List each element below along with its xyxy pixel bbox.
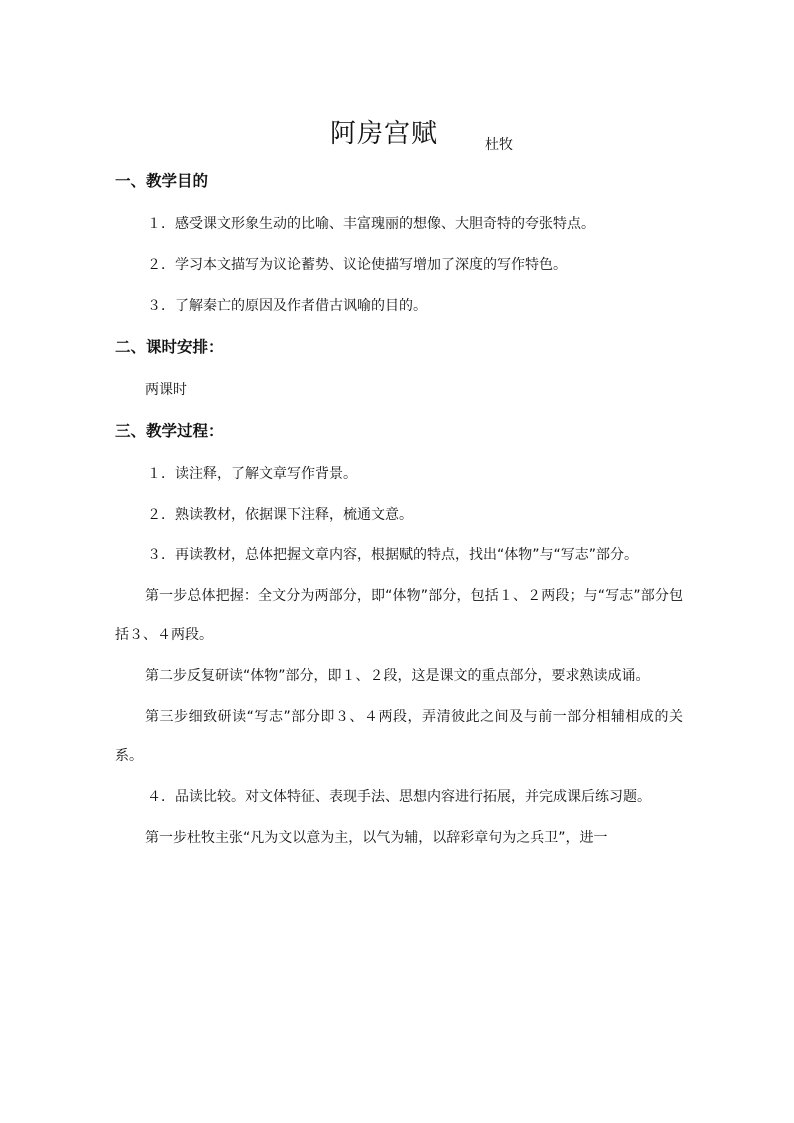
author-name: 杜牧: [485, 137, 513, 153]
goal-item-3: ３．了解秦亡的原因及作者借古讽喻的目的。: [147, 298, 427, 314]
process-step-1: 第一步总体把握：全文分为两部分，即“体物”部分，包括１、２两段；与“写志”部分包括３、４两段。: [115, 588, 683, 643]
process-step-4: 第一步杜牧主张“凡为文以意为主，以气为辅，以辞彩章句为之兵卫”，进一: [145, 830, 608, 846]
process-step-3: 第三步细致研读“写志”部分即３、４两段，弄清彼此之间及与前一部分相辅相成的关系。: [115, 709, 683, 764]
goal-item-1: １．感受课文形象生动的比喻、丰富瑰丽的想像、大胆奇特的夸张特点。: [147, 216, 595, 232]
schedule-text: 两课时: [145, 382, 187, 398]
document-title: 阿房宫赋: [330, 119, 439, 149]
section-heading-teaching-goals: 一、教学目的: [115, 172, 209, 190]
process-item-1: １．读注释，了解文章写作背景。: [147, 466, 357, 482]
process-item-2: ２．熟读教材，依据课下注释，梳通文意。: [147, 507, 413, 523]
process-item-3: ３．再读教材，总体把握文章内容，根据赋的特点，找出“体物”与“写志”部分。: [147, 547, 639, 563]
section-heading-process: 三、教学过程：: [115, 422, 224, 440]
goal-item-2: ２．学习本文描写为议论蓄势、议论使描写增加了深度的写作特色。: [147, 257, 567, 273]
process-item-4: ４．品读比较。对文体特征、表现手法、思想内容进行拓展，并完成课后练习题。: [147, 789, 651, 805]
section-heading-schedule: 二、课时安排：: [115, 338, 224, 356]
document-body: [115, 170, 683, 858]
process-step-2: 第二步反复研读“体物”部分，即１、２段，这是课文的重点部分，要求熟读成诵。: [145, 668, 650, 684]
